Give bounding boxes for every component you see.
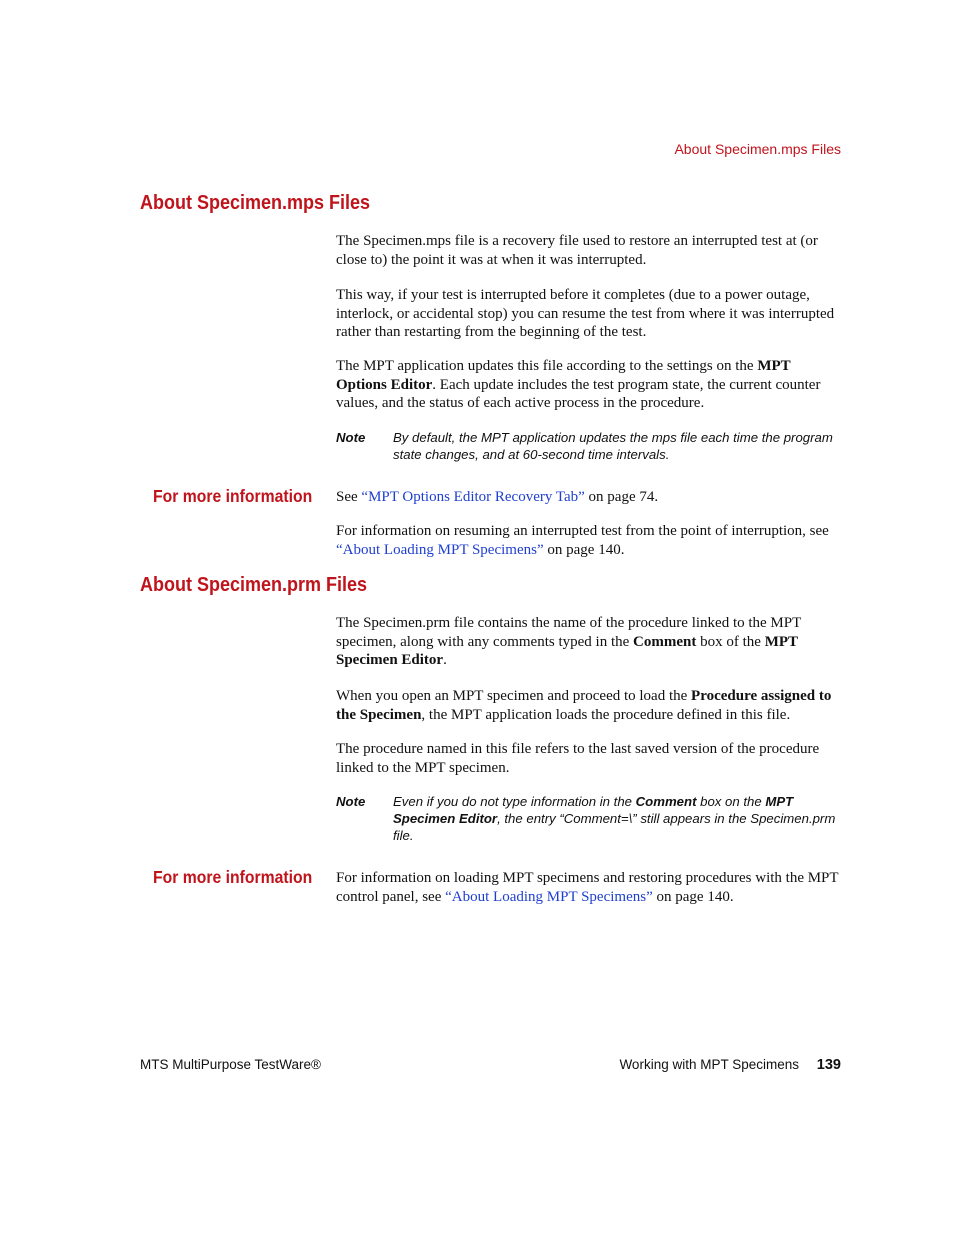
footer-chapter-title: Working with MPT Specimens (619, 1057, 799, 1072)
mps-more-info-paragraph-1 (336, 488, 842, 507)
more-info-heading-prm: For more information (153, 867, 313, 887)
prm-paragraph-2 (336, 687, 842, 724)
text: The MPT application updates this file according to the settings on the (336, 358, 758, 374)
text: on page 140. (652, 888, 734, 905)
more-info-heading-mps: For more information (153, 486, 313, 506)
text: box on the (696, 794, 766, 809)
ui-term-comment: Comment (635, 794, 697, 809)
text: on page 74. (584, 489, 659, 505)
note-label: Note (336, 794, 366, 809)
ui-term-procedure-assigned: Procedure assigned to the Specimen (336, 688, 832, 723)
prm-more-info-paragraph (336, 869, 842, 906)
note-text (393, 793, 842, 844)
mps-paragraph-1: The Specimen.mps file is a recovery file used to restore an interrupted test at (or close to) the point it was at when it was interrupted. (336, 233, 818, 268)
footer-product-name: MTS MultiPurpose TestWare® (140, 1057, 321, 1072)
text: The Specimen.prm file contains the name of the procedure linked to the MPT specimen, along with any comments typed in the (336, 615, 802, 650)
note-text: By default, the MPT application updates the mps file each time the program state changes, and at 60-second time intervals. (393, 430, 833, 462)
ui-term-mpt-options-editor: MPT Options Editor (336, 358, 791, 393)
mps-more-info-paragraph-2 (336, 522, 842, 559)
text: For information on loading MPT specimens and restoring procedures with the MPT control panel, see (336, 870, 839, 905)
text: , the MPT application loads the procedure defined in this file. (421, 706, 791, 723)
text: , the entry “Comment=\” still appears in the Specimen.prm file. (393, 811, 836, 843)
text: See (336, 489, 362, 505)
note-label: Note (336, 430, 366, 445)
text: on page 140. (543, 541, 625, 558)
section-heading-prm: About Specimen.prm Files (140, 574, 368, 596)
text: . (443, 652, 447, 669)
link-mpt-options-editor-recovery-tab[interactable]: “MPT Options Editor Recovery Tab” (361, 489, 585, 505)
text: box of the (696, 633, 765, 650)
running-head: About Specimen.mps Files (674, 141, 841, 157)
prm-note (336, 793, 842, 844)
mps-paragraph-2: This way, if your test is interrupted before it completes (due to a power outage, interlock, or accidental stop) you can resume the test from where it was interrupted rather than restarting from the beginning of the test. (336, 287, 835, 341)
ui-term-mpt-specimen-editor: MPT Specimen Editor (393, 794, 794, 826)
link-about-loading-mpt-specimens[interactable]: “About Loading MPT Specimens” (445, 888, 653, 905)
section-heading-mps: About Specimen.mps Files (140, 192, 371, 214)
text: . Each update includes the test program state, the current counter values, and the status of each active process in the procedure. (336, 376, 821, 412)
text: Even if you do not type information in the (393, 794, 636, 809)
prm-paragraph-1 (336, 614, 842, 670)
text: When you open an MPT specimen and proceed to load the (336, 688, 692, 704)
mps-paragraph-3 (336, 357, 842, 413)
page-number: 139 (816, 1057, 841, 1073)
ui-term-mpt-specimen-editor: MPT Specimen Editor (336, 633, 798, 669)
mps-note (336, 429, 842, 463)
text: For information on resuming an interrupted test from the point of interruption, see (336, 523, 829, 539)
prm-paragraph-3: The procedure named in this file refers to the last saved version of the procedure linked to the MPT specimen. (336, 741, 820, 776)
ui-term-comment: Comment (633, 633, 697, 650)
link-about-loading-mpt-specimens[interactable]: “About Loading MPT Specimens” (336, 541, 544, 558)
